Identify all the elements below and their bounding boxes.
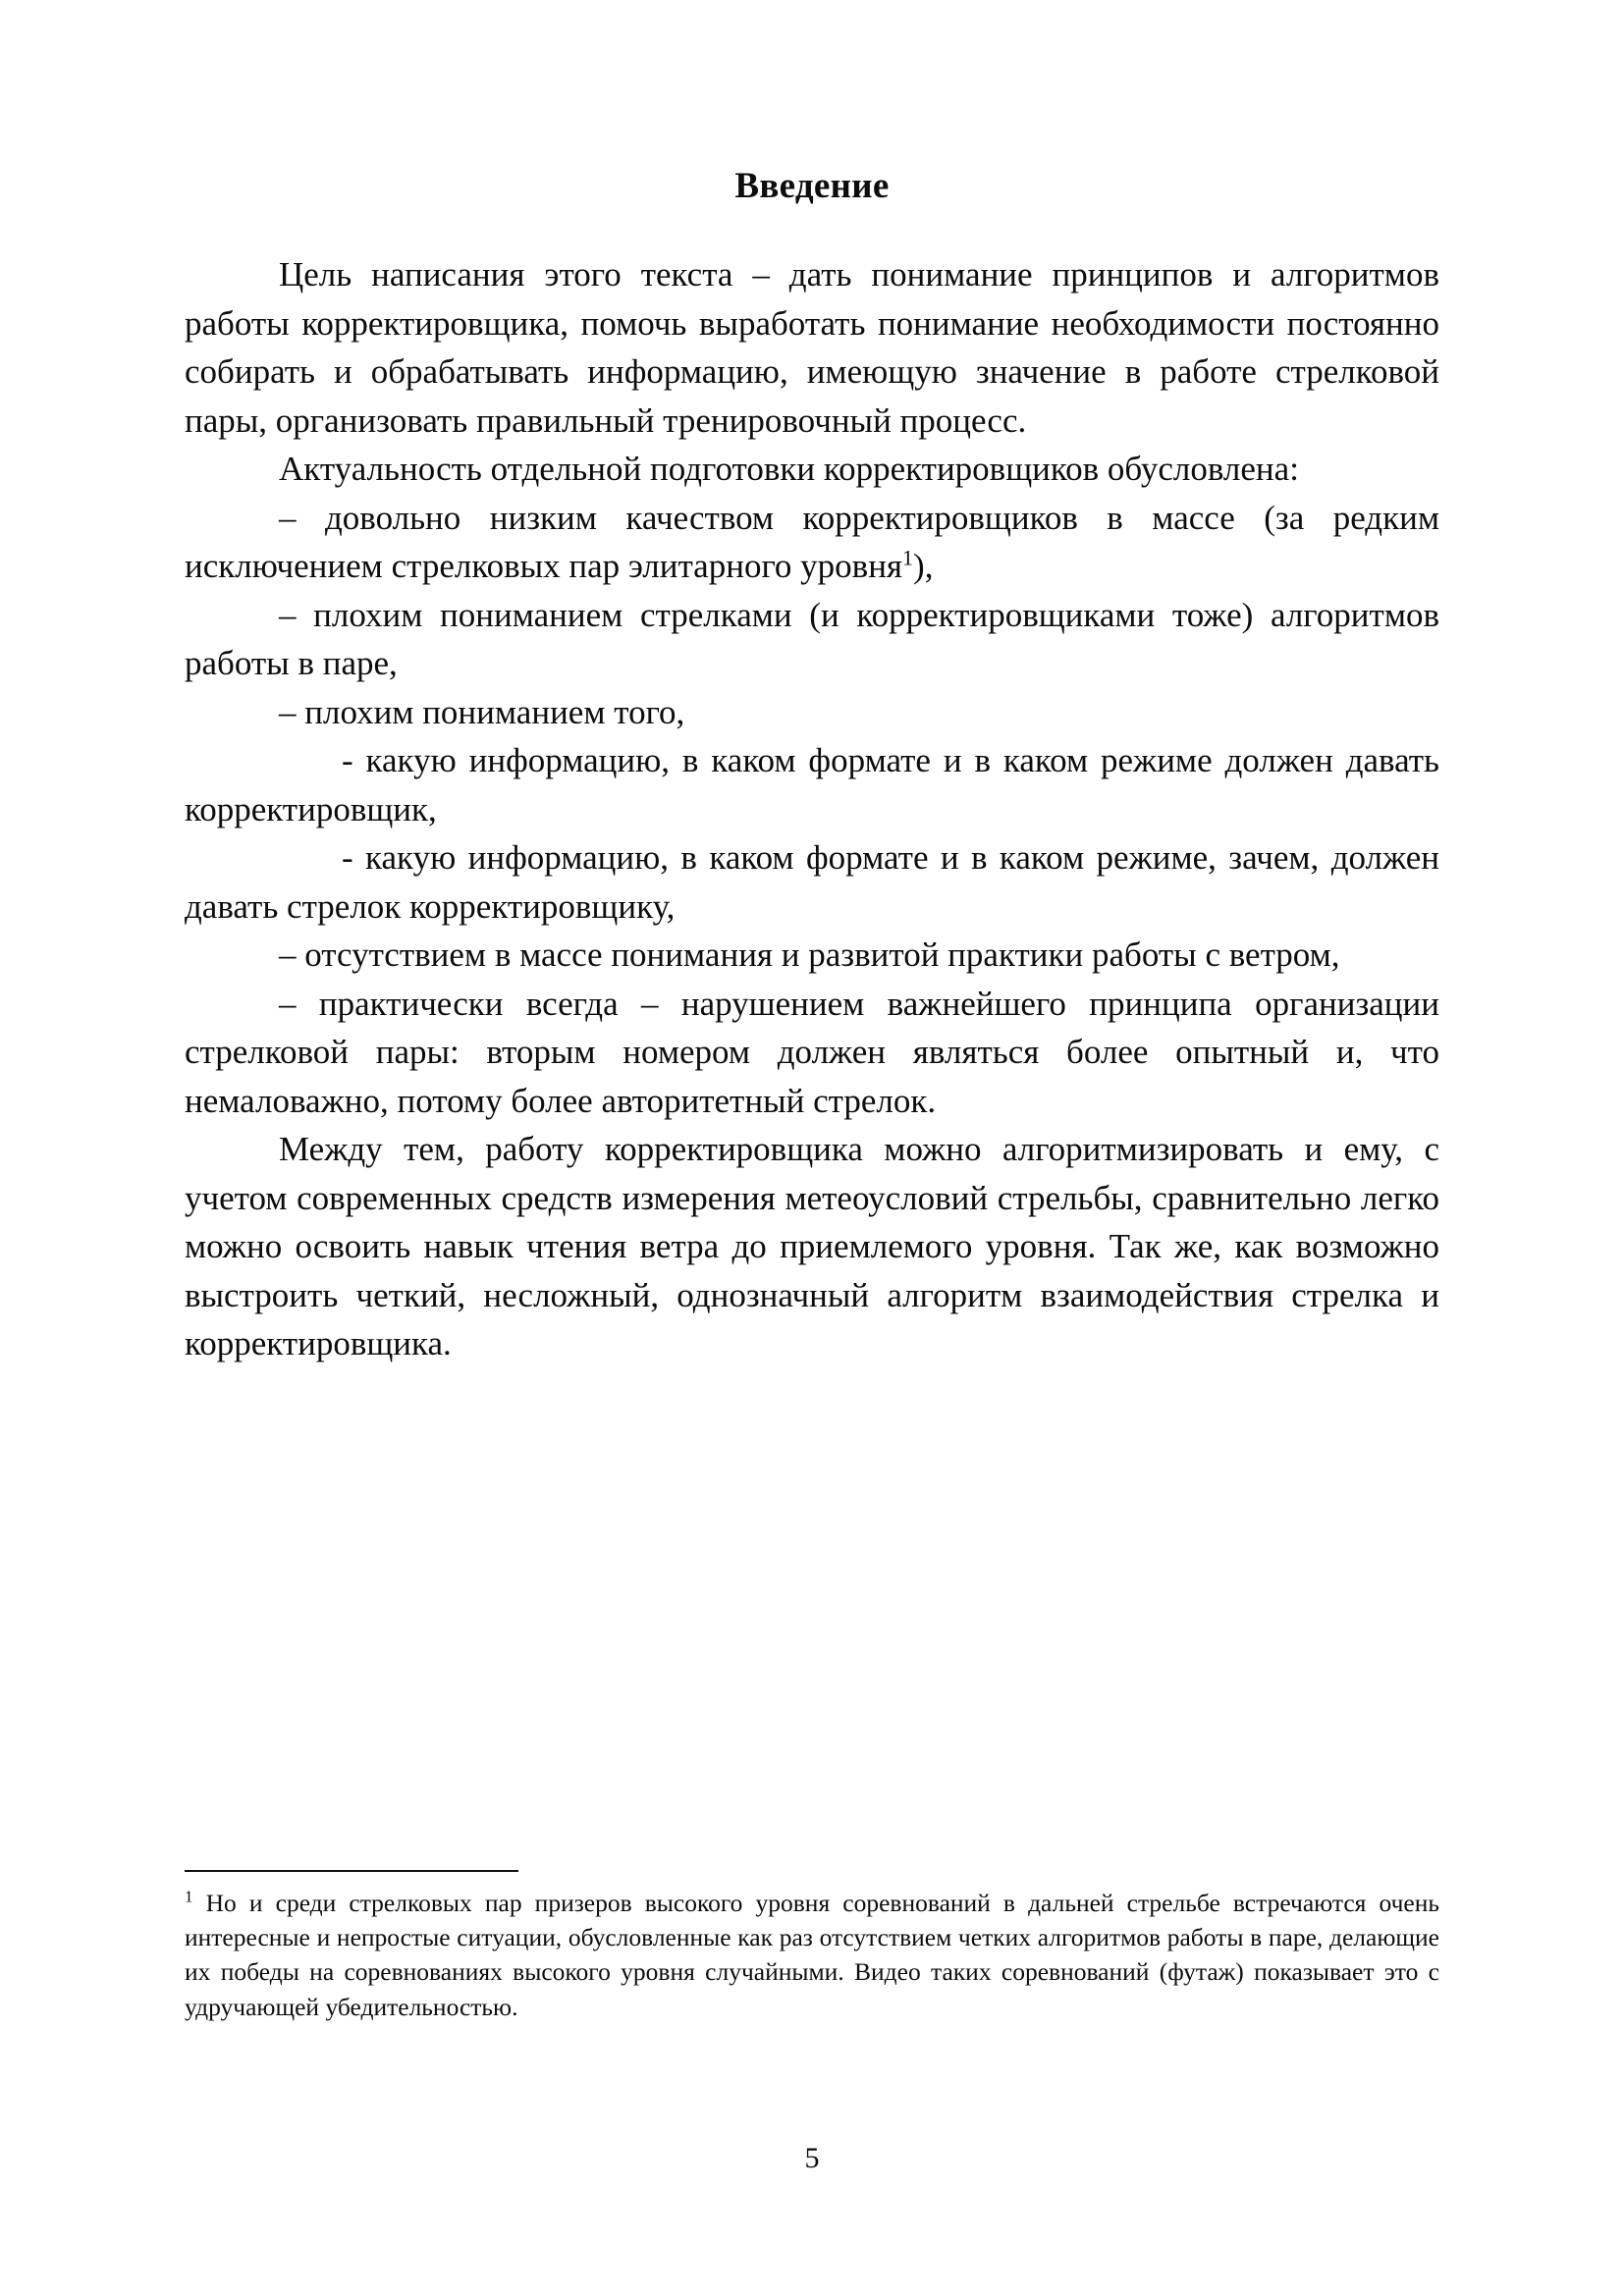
page-number: 5 xyxy=(804,2142,820,2174)
footnote-area xyxy=(185,1870,1439,2024)
footnote-body: Но и среди стрелковых пар призеров высокого уровня соревнований в дальней стрельбе встречаются очень интересные и непростые ситуации, обусловленные как раз отсутствием четких алгоритмов работы в паре, делающие их победы на соревнованиях высокого уровня случайными. Видео таких соревнований (футаж) показывает это с удручающей убедительностью. xyxy=(185,1889,1439,2021)
paragraph-bullet-understanding: – плохим пониманием того, xyxy=(279,692,685,731)
bullet-quality-tail: ), xyxy=(913,547,934,586)
paragraph-bullet-understanding-pair: – плохим пониманием стрелками (и корректировщиками тоже) алгоритмов работы в паре, xyxy=(185,595,1439,683)
footnote-separator xyxy=(185,1870,518,1872)
paragraph-bullet-quality xyxy=(185,494,1439,591)
footnote-marker: 1 xyxy=(185,1887,193,1906)
paragraph-subbullet-spotter-info: - какую информацию, в каком формате и в каком режиме должен давать корректировщик, xyxy=(185,741,1439,828)
page-content xyxy=(185,165,1439,1368)
bullet-quality-text: – довольно низким качеством корректировщиков в массе (за редким исключением стрелковых пар элитарного уровня xyxy=(185,498,1439,586)
page-title: Введение xyxy=(734,166,890,206)
paragraph-bullet-principle: – практически всегда – нарушением важнейшего принципа организации стрелковой пары: вторым номером должен являться более опытный и, что немаловажно, потому более авторитетный стрелок. xyxy=(185,984,1439,1120)
paragraph-conclusion: Между тем, работу корректировщика можно алгоритмизировать и ему, с учетом современных средств измерения метеоусловий стрельбы, сравнительно легко можно освоить навык чтения ветра до приемлемого уровня. Так же, как возможно выстроить четкий, несложный, однозначный алгоритм взаимодействия стрелка и корректировщика. xyxy=(185,1130,1439,1363)
paragraph-purpose: Цель написания этого текста – дать понимание принципов и алгоритмов работы корректировщика, помочь выработать понимание необходимости постоянно собирать и обрабатывать информацию, имеющую значение в работе стрелковой пары, организовать правильный тренировочный процесс. xyxy=(185,255,1439,440)
paragraph-bullet-wind: – отсутствием в массе понимания и развитой практики работы с ветром, xyxy=(279,935,1340,975)
paragraph-relevance-intro: Актуальность отдельной подготовки корректировщиков обусловлена: xyxy=(279,450,1299,489)
paragraph-subbullet-shooter-info: - какую информацию, в каком формате и в каком режиме, зачем, должен давать стрелок корректировщику, xyxy=(185,838,1439,926)
footnote xyxy=(185,1886,1439,2024)
footnote-reference: 1 xyxy=(902,545,914,570)
